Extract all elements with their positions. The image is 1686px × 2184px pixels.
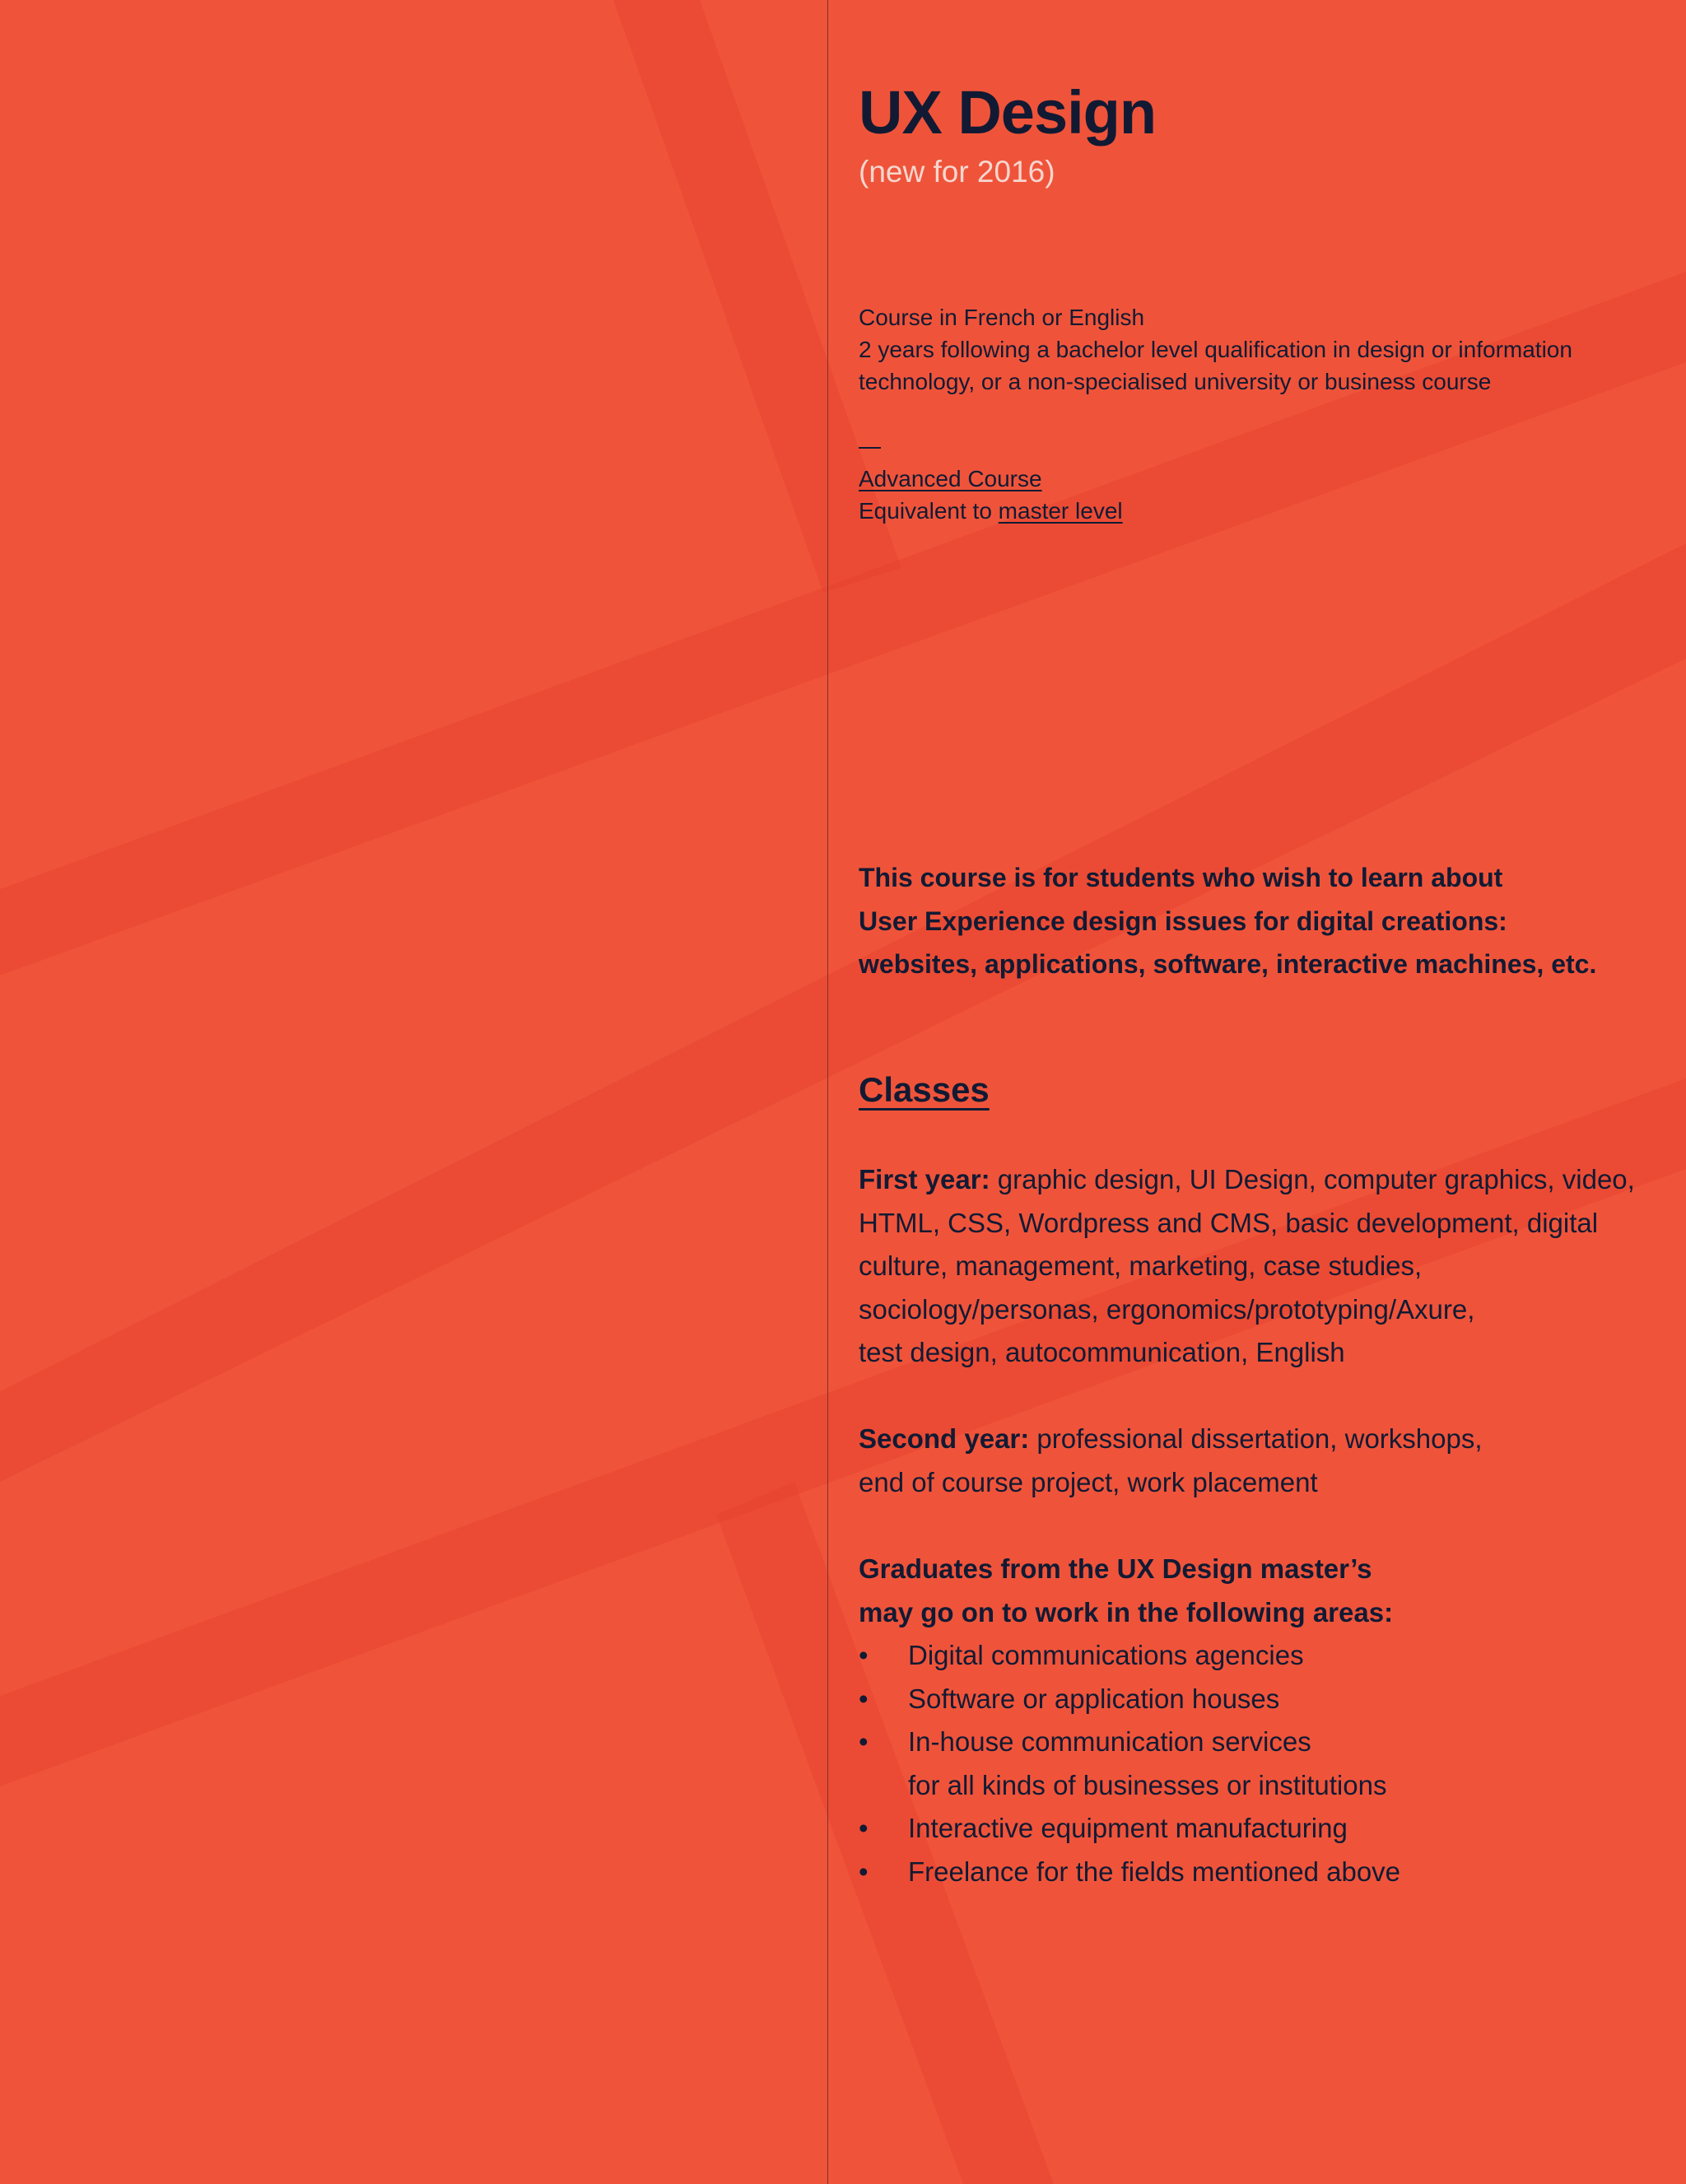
intro-line-1: This course is for students who wish to learn about <box>859 863 1503 892</box>
outcome-label-continuation: for all kinds of businesses or institutions <box>908 1769 1387 1800</box>
list-item <box>859 1721 1400 1807</box>
outcomes-list <box>859 1634 1400 1893</box>
list-item <box>859 1851 1400 1894</box>
bullet-icon: • <box>859 1683 869 1714</box>
outcome-label: In-house communication services <box>908 1726 1311 1757</box>
intro-line-2: User Experience design issues for digital creations: <box>859 906 1507 936</box>
course-meta <box>859 301 1649 398</box>
bullet-icon: • <box>859 1640 869 1670</box>
course-duration-line-2: technology, or a non-specialised university or business course <box>859 369 1492 394</box>
first-year-line-2: HTML, CSS, Wordpress and CMS, basic development, digital <box>859 1207 1599 1238</box>
first-year-label: First year: <box>859 1164 990 1194</box>
advanced-course-link[interactable]: Advanced Course <box>859 466 1042 491</box>
list-item <box>859 1634 1400 1678</box>
page-title: UX Design <box>859 78 1157 147</box>
column-divider <box>827 0 828 2184</box>
graduates-heading-line-1: Graduates from the UX Design master’s <box>859 1553 1372 1584</box>
graduate-outcomes <box>859 1548 1400 1893</box>
dash-separator <box>859 447 881 449</box>
bullet-icon: • <box>859 1813 869 1843</box>
second-year-line-1: professional dissertation, workshops, <box>1029 1423 1483 1454</box>
list-item <box>859 1807 1400 1851</box>
outcome-label: Freelance for the fields mentioned above <box>908 1856 1401 1887</box>
first-year-line-3: culture, management, marketing, case studies, <box>859 1250 1423 1281</box>
intro-line-3: websites, applications, software, interactive machines, etc. <box>859 949 1597 979</box>
first-year-classes <box>859 1158 1635 1375</box>
master-level-link[interactable]: master level <box>998 498 1123 524</box>
graduates-heading-line-2: may go on to work in the following areas: <box>859 1596 1394 1628</box>
course-level <box>859 463 1123 527</box>
page-subtitle: (new for 2016) <box>859 155 1055 189</box>
first-year-line-5: test design, autocommunication, English <box>859 1337 1345 1367</box>
second-year-label: Second year: <box>859 1423 1030 1454</box>
outcome-label: Digital communications agencies <box>908 1640 1304 1670</box>
bullet-icon: • <box>859 1726 869 1757</box>
course-language: Course in French or English <box>859 305 1145 330</box>
first-year-line-4: sociology/personas, ergonomics/prototyping/Axure, <box>859 1293 1475 1325</box>
second-year-classes <box>859 1418 1483 1504</box>
outcome-label: Interactive equipment manufacturing <box>908 1813 1348 1843</box>
classes-heading: Classes <box>859 1070 990 1109</box>
equivalent-prefix: Equivalent to <box>859 498 999 524</box>
course-intro <box>859 856 1596 986</box>
course-duration-line-1: 2 years following a bachelor level qualification in design or information <box>859 337 1572 362</box>
second-year-line-2: end of course project, work placement <box>859 1466 1318 1497</box>
first-year-line-1: graphic design, UI Design, computer graphics, video, <box>990 1164 1635 1194</box>
outcome-label: Software or application houses <box>908 1683 1280 1714</box>
bullet-icon: • <box>859 1856 869 1887</box>
list-item <box>859 1678 1400 1721</box>
